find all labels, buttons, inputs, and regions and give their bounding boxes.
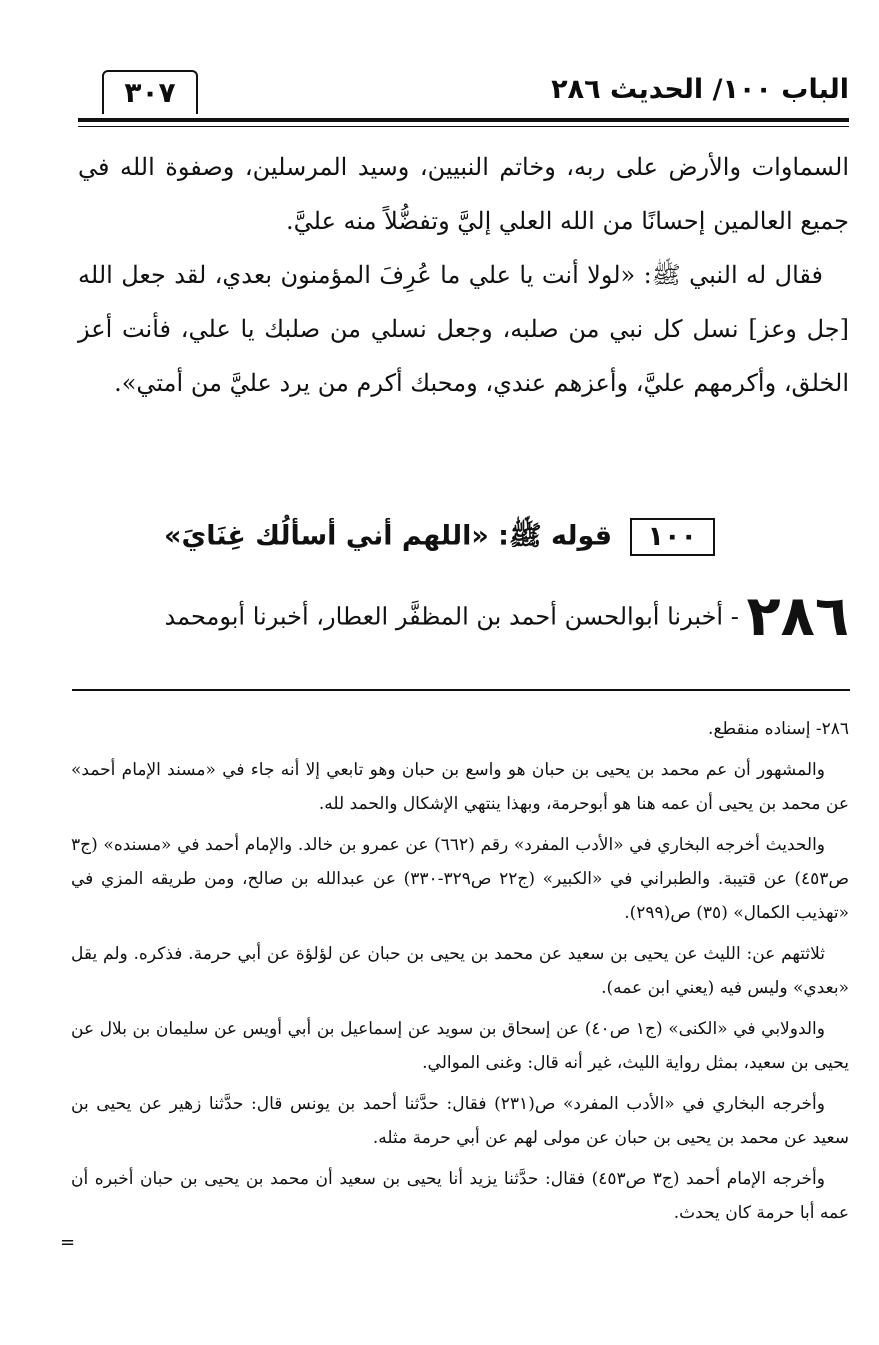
- footnotes: [71, 712, 849, 1237]
- chapter-title: قوله ﷺ: «اللهم أني أسألُك غِنَايَ»: [164, 520, 613, 552]
- running-title: الباب ١٠٠/ الحديث ٢٨٦: [551, 74, 849, 105]
- body-paragraph: السماوات والأرض على ربه، وخاتم النبيين، وسيد المرسلين، وصفوة الله في جميع العالمين إحسانًا من الله العلي إليَّ وتفضُّلاً منه عليَّ.: [78, 153, 849, 235]
- hadith-text: - أخبرنا أبوالحسن أحمد بن المظفَّر العطار، أخبرنا أبومحمد: [164, 602, 739, 631]
- page-header: [78, 70, 849, 120]
- hadith-opening: [69, 584, 849, 649]
- chapter-heading: [0, 518, 879, 559]
- continuation-mark: =: [60, 1232, 76, 1253]
- header-rule-thin: [78, 126, 849, 127]
- footnote-separator: [72, 689, 850, 691]
- footnote-paragraph: والمشهور أن عم محمد بن يحيى بن حبان هو واسع بن حبان وهو تابعي إلا أنه جاء في «مسند الإمام أحمد» عن محمد بن يحيى أن عمه هنا هو أبوحرمة، وبهذا ينتهي الإشكال والحمد لله.: [71, 760, 849, 814]
- footnote-paragraph: والدولابي في «الكنى» (ج١ ص٤٠) عن إسحاق بن سويد عن إسماعيل بن أبي أويس عن سليمان بن بلال عن يحيى بن سعيد، بمثل رواية الليث، غير أنه قال: وغنى الموالي.: [71, 1019, 849, 1073]
- footnote-paragraph: ثلاثتهم عن: الليث عن يحيى بن سعيد عن محمد بن يحيى بن حبان عن لؤلؤة عن أبي حرمة. فذكره. ولم يقل «بعدي» وليس فيه (يعني ابن عمه).: [71, 944, 849, 998]
- footnote-paragraph: والحديث أخرجه البخاري في «الأدب المفرد» رقم (٦٦٢) عن عمرو بن خالد. والإمام أحمد في «مسنده» (ج٣ ص٤٥٣) عن قتيبة. والطبراني في «الكبير» (ج٢٢ ص٣٢٩-٣٣٠) عن عبدالله بن صالح، ومن طريقه المزي في «تهذيب الكمال» (٣٥) ص(٢٩٩).: [71, 835, 850, 923]
- footnote-paragraph: وأخرجه الإمام أحمد (ج٣ ص٤٥٣) فقال: حدَّثنا يزيد أنا يحيى بن سعيد أن محمد بن يحيى بن حبان أخبره أن عمه أبا حرمة كان يحدث.: [71, 1169, 849, 1223]
- footnote-paragraph: وأخرجه البخاري في «الأدب المفرد» ص(٢٣١) فقال: حدَّثنا أحمد بن يونس قال: حدَّثنا زهير عن يحيى بن سعيد عن محمد بن يحيى بن حبان عن مولى لهم عن أبي حرمة مثله.: [71, 1094, 849, 1148]
- page-number: ٣٠٧: [102, 70, 198, 114]
- body-paragraph: فقال له النبي ﷺ: «لولا أنت يا علي ما عُرِفَ المؤمنون بعدي، لقد جعل الله [جل وعز] نسل كل نبي من صلبه، وجعل نسلي من صلبك يا علي، فأنت أعز الخلق، وأكرمهم عليَّ، وأعزهم عندي، ومحبك أكرم من يرد عليَّ من أمتي».: [78, 261, 849, 397]
- footnote-heading: ٢٨٦- إسناده منقطع.: [708, 719, 849, 739]
- chapter-number-box: ١٠٠: [630, 518, 715, 556]
- header-rule: [78, 118, 849, 122]
- main-text: [78, 140, 849, 410]
- hadith-number: ٢٨٦: [746, 584, 849, 649]
